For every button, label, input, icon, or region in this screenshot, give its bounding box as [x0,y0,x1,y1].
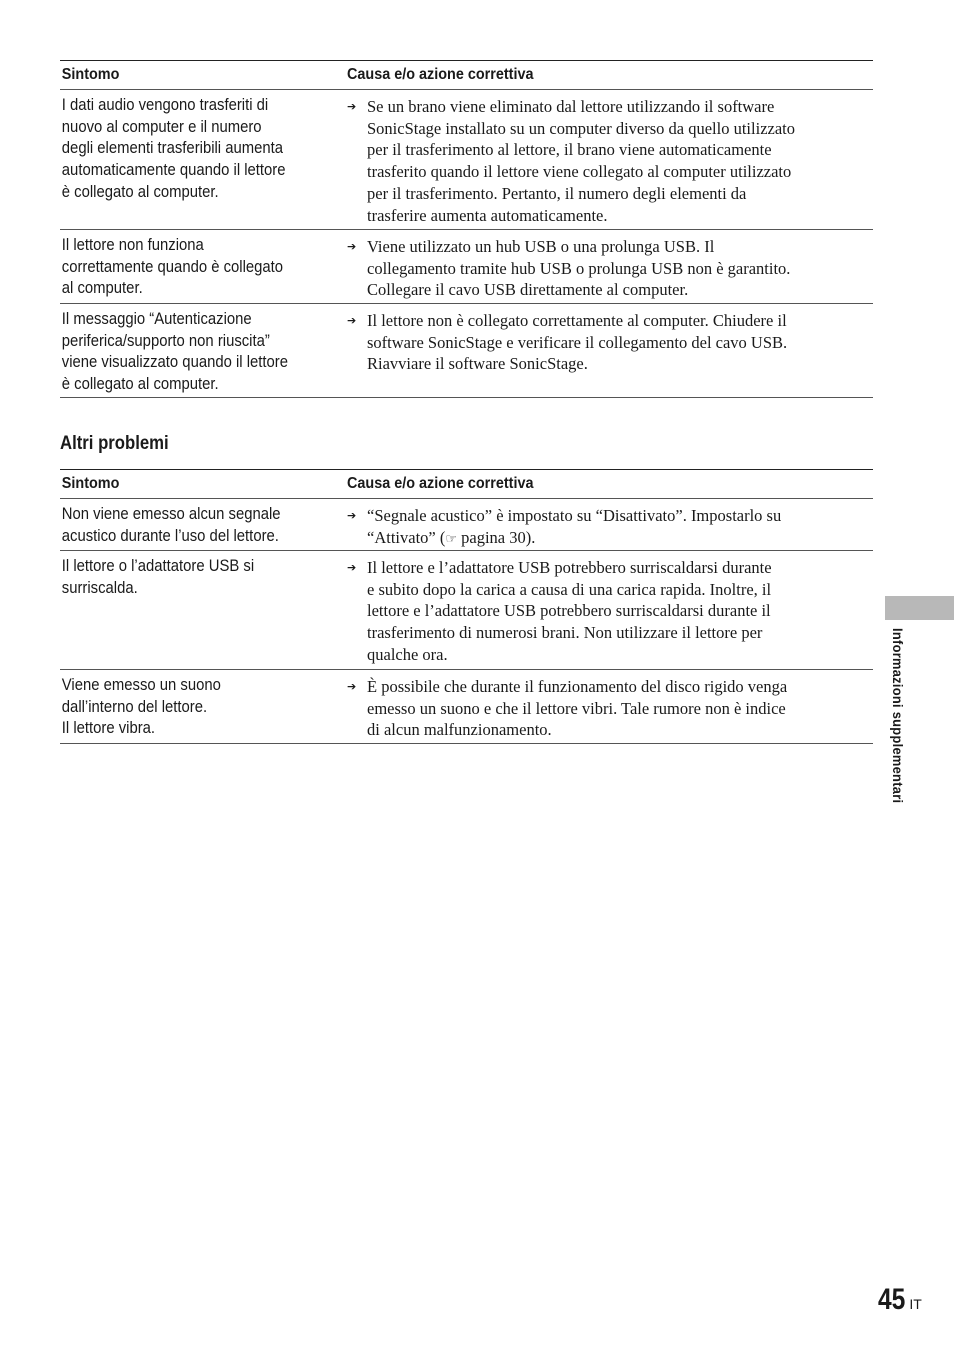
pointing-hand-icon: ☞ [445,530,457,546]
symptom-cell: Non viene emesso alcun segnale acustico durante l’uso del lettore. [61,505,281,545]
arrow-icon: ➔ [347,100,357,113]
header-symptom: Sintomo [61,66,120,83]
page-number-value: 45 [878,1283,906,1316]
cause-cell: Viene utilizzato un hub USB o una prolunga USB. Il collegamento tramite hub USB o prolunga USB non è garantito. Collegare il cavo USB direttamente al computer. [367,237,791,300]
table-row [60,230,873,304]
table-row [60,670,873,744]
cause-cell: Il lettore e l’adattatore USB potrebbero surriscaldarsi durante e subito dopo la carica a causa di una carica rapida. Inoltre, il lettore e l’adattatore USB potrebbero surriscaldarsi durante il trasferimento di numerosi brani. Non utilizzare il lettore per qualche ora. [367,558,772,664]
page-number [878,1283,922,1317]
symptom-cell: Il messaggio “Autenticazione periferica/supporto non riuscita” viene visualizzato quando il lettore è collegato al computer. [61,310,288,394]
cause-cell: Il lettore non è collegato correttamente al computer. Chiudere il software SonicStage e verificare il collegamento del cavo USB. Riavviare il software SonicStage. [367,311,788,374]
cause-cell: È possibile che durante il funzionamento del disco rigido venga emesso un suono e che il lettore vibri. Tale rumore non è indice di alcun malfunzionamento. [367,677,788,740]
symptom-cell: Il lettore o l’adattatore USB si surriscalda. [61,557,255,597]
header-cause: Causa e/o azione correttiva [347,475,534,492]
cause-cell [367,504,781,550]
arrow-icon: ➔ [347,240,357,253]
section-title: Altri problemi [60,433,169,454]
symptom-cell: Il lettore non funziona correttamente quando è collegato al computer. [61,236,284,298]
symptom-cell: Viene emesso un suono dall’interno del lettore. Il lettore vibra. [61,676,221,738]
header-symptom: Sintomo [61,475,120,492]
header-cause: Causa e/o azione correttiva [347,66,534,83]
arrow-icon: ➔ [347,680,357,693]
symptom-cell: I dati audio vengono trasferiti di nuovo al computer e il numero degli elementi trasferibili aumenta automaticamente quando il lettore è collegato al computer. [61,96,286,201]
cause-text-start: “Segnale acustico” è impostato su “Disattivato”. Impostarlo su “Attivato” ( [367,506,782,547]
page-reference: pagina 30). [457,527,536,547]
table-header [60,470,873,499]
table-row [60,90,873,230]
arrow-icon: ➔ [347,314,357,327]
cause-cell: Se un brano viene eliminato dal lettore utilizzando il software SonicStage installato su un computer diverso da quello utilizzato per il trasferimento al lettore, il brano viene automaticamente trasferito quando il lettore viene collegato al computer utilizzato per il trasferimento. Pertanto, il numero degli elementi da trasferire aumenta automaticamente. [367,97,795,225]
arrow-icon: ➔ [347,509,357,522]
table-header [60,61,873,90]
table-row [60,304,873,398]
page-language-code: IT [909,1296,922,1312]
side-section-label: Informazioni supplementari [890,628,906,804]
table-row [60,499,873,551]
table-troubleshooting-1 [60,60,873,398]
arrow-icon: ➔ [347,561,357,574]
table-row [60,551,873,670]
table-troubleshooting-2 [60,469,873,744]
section-side-tab [885,596,954,620]
